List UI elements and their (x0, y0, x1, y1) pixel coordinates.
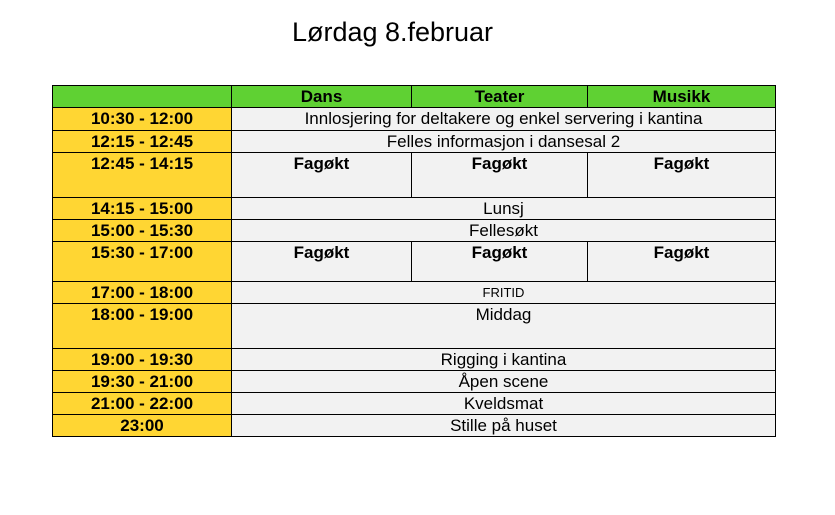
dans-cell: Fagøkt (232, 242, 412, 282)
table-row (53, 220, 776, 242)
activity-cell: Fellesøkt (232, 220, 776, 242)
activity-cell: Innlosjering for deltakere og enkel servering i kantina (232, 108, 776, 131)
dans-cell: Fagøkt (232, 153, 412, 198)
time-cell: 19:30 - 21:00 (53, 371, 232, 393)
table-row (53, 349, 776, 371)
activity-cell: Middag (232, 304, 776, 349)
table-row (53, 242, 776, 282)
activity-cell: Rigging i kantina (232, 349, 776, 371)
table-row (53, 393, 776, 415)
activity-cell: Kveldsmat (232, 393, 776, 415)
time-cell: 23:00 (53, 415, 232, 437)
header-musikk: Musikk (588, 86, 776, 108)
table-row (53, 371, 776, 393)
activity-cell: Åpen scene (232, 371, 776, 393)
time-cell: 10:30 - 12:00 (53, 108, 232, 131)
time-cell: 12:15 - 12:45 (53, 131, 232, 153)
teater-cell: Fagøkt (412, 242, 588, 282)
time-cell: 14:15 - 15:00 (53, 198, 232, 220)
time-cell: 15:00 - 15:30 (53, 220, 232, 242)
table-row (53, 415, 776, 437)
musikk-cell: Fagøkt (588, 242, 776, 282)
table-row (53, 304, 776, 349)
table-row (53, 198, 776, 220)
page-title: Lørdag 8.februar (291, 17, 494, 47)
header-dans: Dans (232, 86, 412, 108)
time-cell: 12:45 - 14:15 (53, 153, 232, 198)
table-row (53, 153, 776, 198)
time-cell: 15:30 - 17:00 (53, 242, 232, 282)
time-cell: 17:00 - 18:00 (53, 282, 232, 304)
teater-cell: Fagøkt (412, 153, 588, 198)
header-row (53, 86, 776, 108)
table-row (53, 282, 776, 304)
activity-cell: FRITID (232, 282, 776, 304)
header-time (53, 86, 232, 108)
time-cell: 21:00 - 22:00 (53, 393, 232, 415)
header-teater: Teater (412, 86, 588, 108)
activity-cell: Stille på huset (232, 415, 776, 437)
time-cell: 18:00 - 19:00 (53, 304, 232, 349)
table-row (53, 131, 776, 153)
activity-cell: Felles informasjon i dansesal 2 (232, 131, 776, 153)
time-cell: 19:00 - 19:30 (53, 349, 232, 371)
schedule-table (52, 85, 776, 437)
musikk-cell: Fagøkt (588, 153, 776, 198)
activity-cell: Lunsj (232, 198, 776, 220)
table-row (53, 108, 776, 131)
